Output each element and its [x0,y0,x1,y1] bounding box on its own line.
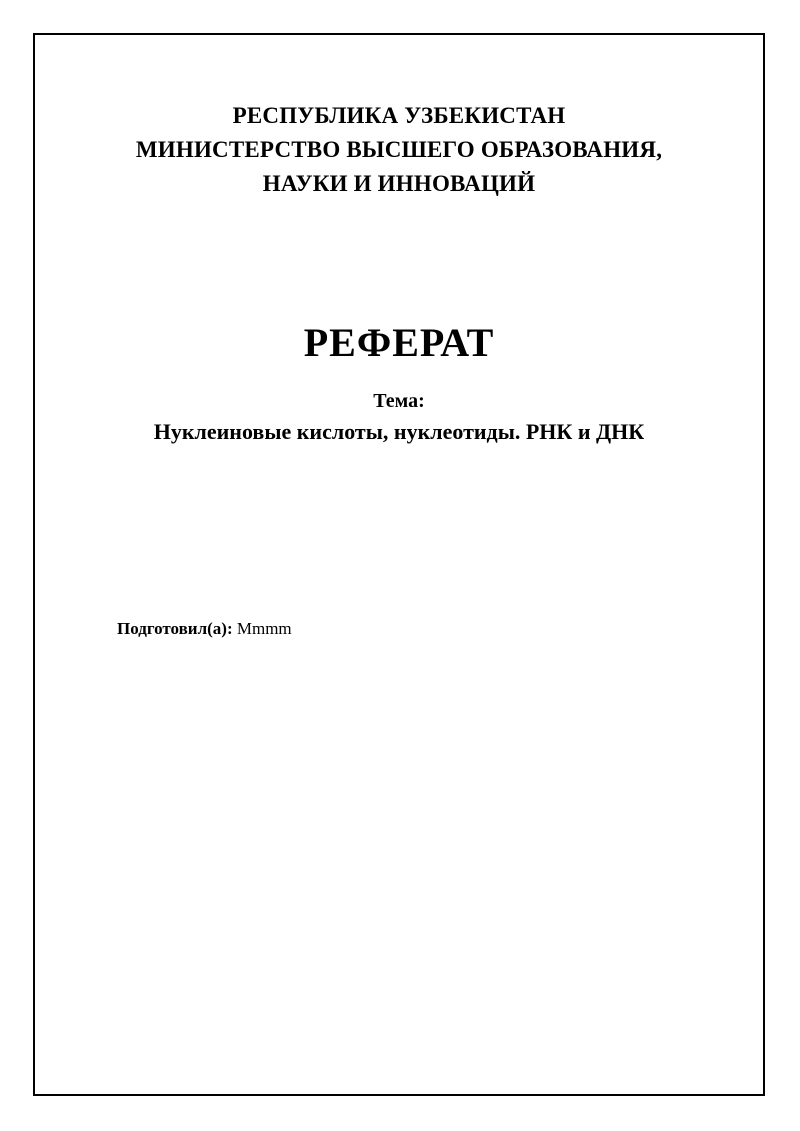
header-ministry-continued: НАУКИ И ИННОВАЦИЙ [262,171,536,196]
author-name: Mmmm [236,619,292,638]
topic-text: Нуклеиновые кислоты, нуклеотиды. РНК и ДНК [153,419,645,444]
author-line [117,617,292,641]
header-block [35,99,763,201]
header-country: РЕСПУБЛИКА УЗБЕКИСТАН [232,103,566,128]
page-border [33,33,765,1096]
header-ministry: МИНИСТЕРСТВО ВЫСШЕГО ОБРАЗОВАНИЯ, [135,137,663,162]
author-label: Подготовил(а): [117,619,233,638]
topic-label: Тема: [373,390,425,412]
document-title: РЕФЕРАТ [303,320,495,365]
